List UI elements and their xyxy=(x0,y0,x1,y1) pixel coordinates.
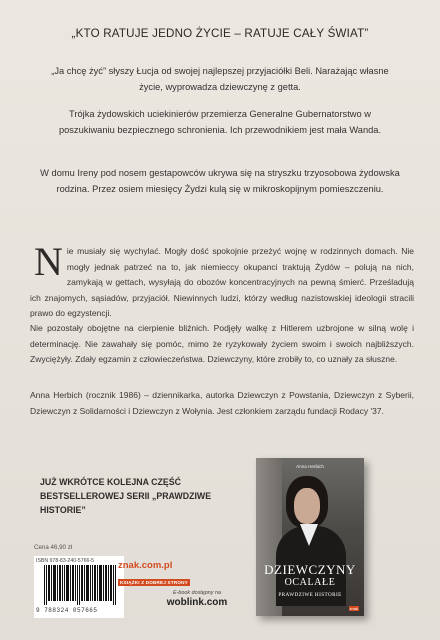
book-cover-series: PRAWDZIWE HISTORIE xyxy=(278,592,342,598)
series-promo-line-1: JUŻ WKRÓTCE KOLEJNA CZĘŚĆ xyxy=(40,477,181,487)
dropcap-letter: N xyxy=(34,239,63,284)
series-promo-line-2: BESTSELLEROWEJ SERII „PRAWDZIWE HISTORIE” xyxy=(40,491,212,515)
portrait-face xyxy=(294,488,320,524)
barcode xyxy=(34,556,124,618)
price-label: Cena 46,90 zł xyxy=(34,544,73,551)
body-paragraph-1 xyxy=(30,239,414,322)
blurb-paragraph-1: „Ja chcę żyć” słyszy Łucja od swojej najlepszej przyjaciółki Beli. Narażając własne życie, wyprowadza dziewczynę z getta. xyxy=(51,66,389,92)
blurb-paragraph-2: Trójka żydowskich uciekinierów przemierza Generalne Gubernatorstwo w poszukiwaniu bezpiecznego schronienia. Ich przewodnikiem jest mała Wanda. xyxy=(58,109,382,135)
body-paragraph-2: Nie pozostały obojętne na cierpienie bliźnich. Podjęły walkę z Hitlerem uzbrojone w silną wolę i determinację. Nie zawahały się pomóc, mimo że ryzykowały życiem swoim i swoich najbliższych. Zwyciężyły. Zdały egzamin z człowieczeństwa. Dziewczyny, które zrobiły to, co uznały za słuszne. xyxy=(30,323,414,365)
woblink-logo: woblink.com xyxy=(166,597,228,608)
barcode-bars xyxy=(44,565,118,605)
ebook-info xyxy=(152,590,242,608)
book-cover-publisher: znak xyxy=(349,606,358,611)
publisher-logo xyxy=(118,560,198,589)
book-cover-title: DZIEWCZYNY xyxy=(264,562,356,577)
ebook-label: E-book dostępny na xyxy=(173,590,221,596)
book-cover-image xyxy=(256,458,364,616)
book-cover-subtitle: OCALAŁE xyxy=(284,577,336,588)
series-promo xyxy=(40,475,250,517)
isbn-text: ISBN 978-83-240-5766-5 xyxy=(36,558,94,564)
barcode-digits: 9 788324 057665 xyxy=(36,607,98,614)
headline-quote: „KTO RATUJE JEDNO ŻYCIE – RATUJE CAŁY ŚWIAT” xyxy=(71,27,369,40)
publisher-name: znak.com.pl xyxy=(118,560,173,571)
author-bio: Anna Herbich (rocznik 1986) – dziennikarka, autorka Dziewczyn z Powstania, Dziewczyn z Syberii, Dziewczyn z Solidarności i Dziewczyn z Wołynia. Jest członkiem zarządu fundacji Rodacy '37. xyxy=(30,390,414,416)
body-paragraph-1-text: ie musiały się wychylać. Mogły dość spokojnie przeżyć wojnę w rodzinnych domach. Nie mogły jednak patrzeć na to, jak niemieccy okupanci traktują Żydów – polują na nich, zamykają w gettach, wysyłają do obozów koncentracyjnych na pewną śmierć. Prześladują ich znajomych, sąsiadów, przyjaciół. Niewinnych ludzi, którzy według nazistowskiej ideologii stracili prawo do egzystencji. xyxy=(30,246,414,319)
publisher-tagline: KSIĄŻKI Z DOBREJ STRONY xyxy=(120,580,188,585)
book-cover-author: Anna Herbich xyxy=(296,464,324,469)
blurb-paragraph-3: W domu Ireny pod nosem gestapowców ukrywa się na stryszku trzyosobowa żydowska rodzina. Przez osiem miesięcy Żydzi kulą się w mikroskopijnym pomieszczeniu. xyxy=(40,168,400,194)
